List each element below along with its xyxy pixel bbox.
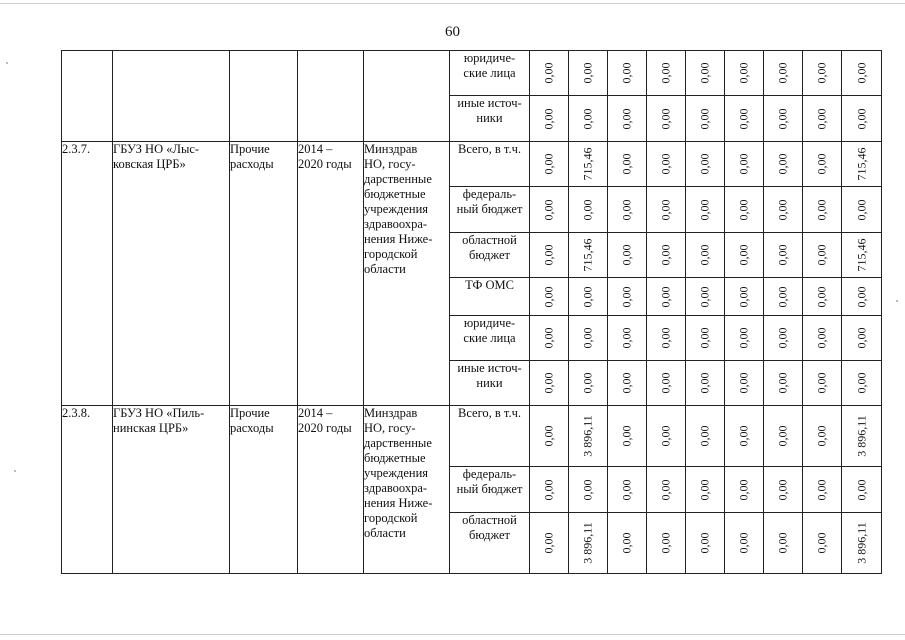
amount-value: 0,00 [541,286,556,307]
amount-cell [764,187,803,233]
amount-value: 0,00 [697,425,712,447]
amount-cell [686,233,725,278]
amount-cell [686,187,725,233]
amount-value: 0,00 [658,372,673,394]
funding-source-cell: Всего, в т.ч. [450,406,530,467]
amount-cell [725,233,764,278]
amount-cell [803,278,842,316]
amount-value: 0,00 [619,327,634,349]
amount-value: 0,00 [814,372,829,394]
amount-value: 0,00 [775,327,790,349]
amount-value: 715,46 [580,147,595,181]
amount-cell [842,513,882,574]
amount-cell [842,361,882,406]
amount-value: 0,00 [854,479,868,500]
code-cell [62,51,113,142]
scan-speck [6,62,8,64]
amount-value: 0,00 [580,108,595,129]
amount-value: 0,00 [658,479,673,500]
amount-cell [530,187,569,233]
amount-cell [530,361,569,406]
amount-cell [569,316,608,361]
amount-value: 0,00 [619,372,634,394]
amount-cell [686,513,725,574]
amount-value: 0,00 [697,327,712,349]
amount-cell [686,467,725,513]
amount-value: 0,00 [541,425,556,447]
amount-cell [725,278,764,316]
amount-cell [764,467,803,513]
period-cell: 2014 – 2020 годы [298,406,364,574]
amount-value: 0,00 [814,108,829,129]
amount-cell [647,142,686,187]
amount-cell [647,96,686,142]
budget-table [61,50,882,574]
amount-cell [647,513,686,574]
amount-cell [530,406,569,467]
amount-cell [569,513,608,574]
amount-value: 0,00 [697,153,712,175]
amount-cell [530,142,569,187]
code-cell: 2.3.7. [62,142,113,406]
institution-name-cell: ГБУЗ НО «Лыс- ковская ЦРБ» [113,142,230,406]
amount-value: 0,00 [854,199,868,220]
amount-cell [725,467,764,513]
amount-cell [764,233,803,278]
funding-source-cell: юридиче- ские лица [450,316,530,361]
amount-cell [842,278,882,316]
amount-cell [608,96,647,142]
amount-cell [725,316,764,361]
amount-value: 3 896,11 [854,415,868,457]
amount-cell [803,316,842,361]
table-row [62,406,882,467]
amount-value: 715,46 [854,147,868,181]
amount-cell [647,51,686,96]
funding-source-cell: иные источ- ники [450,361,530,406]
amount-cell [842,187,882,233]
amount-cell [608,406,647,467]
amount-value: 0,00 [736,199,751,220]
amount-value: 0,00 [658,532,673,554]
page-number: 60 [445,24,460,40]
amount-value: 0,00 [814,153,829,175]
amount-cell [530,316,569,361]
amount-value: 0,00 [736,425,751,447]
amount-cell [530,467,569,513]
responsible-cell: Минздрав НО, госу- дарственные бюджетные учреждения здравоохра- нения Ниже- городской области [364,142,450,406]
amount-cell [686,316,725,361]
amount-value: 0,00 [619,532,634,554]
amount-cell [686,51,725,96]
amount-value: 0,00 [619,199,634,220]
amount-value: 0,00 [775,108,790,129]
scan-edge-top [0,3,905,4]
amount-value: 0,00 [697,286,712,307]
amount-cell [725,96,764,142]
amount-value: 0,00 [658,199,673,220]
amount-value: 0,00 [541,153,556,175]
amount-cell [647,316,686,361]
amount-cell [764,513,803,574]
amount-value: 0,00 [814,286,829,307]
amount-value: 0,00 [854,372,868,394]
funding-source-cell: федераль- ный бюджет [450,467,530,513]
amount-cell [803,406,842,467]
amount-value: 0,00 [775,62,790,84]
scan-edge-bottom [0,634,905,635]
amount-value: 0,00 [580,199,595,220]
amount-cell [608,316,647,361]
amount-value: 0,00 [854,108,868,129]
institution-name-cell: ГБУЗ НО «Пиль- нинская ЦРБ» [113,406,230,574]
amount-cell [530,51,569,96]
amount-cell [686,361,725,406]
amount-value: 0,00 [658,153,673,175]
amount-cell [764,406,803,467]
amount-cell [569,96,608,142]
amount-cell [686,96,725,142]
amount-cell [569,406,608,467]
amount-value: 0,00 [580,286,595,307]
amount-value: 0,00 [814,425,829,447]
amount-value: 0,00 [814,327,829,349]
amount-cell [569,278,608,316]
amount-value: 0,00 [736,532,751,554]
amount-cell [686,278,725,316]
amount-cell [842,406,882,467]
amount-value: 0,00 [541,327,556,349]
amount-cell [725,51,764,96]
funding-source-cell: областной бюджет [450,233,530,278]
amount-value: 0,00 [697,62,712,84]
amount-cell [764,142,803,187]
amount-cell [842,233,882,278]
amount-value: 0,00 [814,244,829,266]
amount-value: 0,00 [854,327,868,349]
amount-cell [647,467,686,513]
amount-value: 3 896,11 [854,522,868,564]
amount-value: 0,00 [619,153,634,175]
amount-value: 715,46 [854,238,868,272]
amount-cell [842,96,882,142]
funding-source-cell: областной бюджет [450,513,530,574]
amount-value: 0,00 [541,244,556,266]
amount-value: 0,00 [580,62,595,84]
amount-value: 0,00 [814,62,829,84]
amount-cell [803,96,842,142]
amount-value: 0,00 [775,244,790,266]
amount-value: 0,00 [619,286,634,307]
scan-speck [14,470,16,472]
amount-cell [803,361,842,406]
institution-name-cell [113,51,230,142]
amount-value: 0,00 [775,153,790,175]
amount-value: 0,00 [775,372,790,394]
amount-value: 0,00 [541,62,556,84]
amount-cell [803,467,842,513]
funding-source-cell: юридиче- ские лица [450,51,530,96]
amount-value: 0,00 [736,327,751,349]
amount-value: 0,00 [658,108,673,129]
table-row [62,142,882,187]
expense-type-cell [230,51,298,142]
amount-cell [764,278,803,316]
period-cell [298,51,364,142]
amount-cell [569,233,608,278]
amount-value: 0,00 [541,199,556,220]
amount-cell [647,406,686,467]
amount-value: 0,00 [619,425,634,447]
funding-source-cell: иные источ- ники [450,96,530,142]
amount-cell [647,361,686,406]
amount-cell [530,96,569,142]
amount-value: 0,00 [658,286,673,307]
amount-cell [725,142,764,187]
amount-cell [764,316,803,361]
amount-cell [764,96,803,142]
table-row [62,51,882,96]
amount-value: 0,00 [541,108,556,129]
code-cell: 2.3.8. [62,406,113,574]
amount-cell [530,513,569,574]
amount-cell [686,142,725,187]
amount-value: 0,00 [775,532,790,554]
amount-value: 0,00 [854,286,868,307]
amount-cell [647,278,686,316]
responsible-cell [364,51,450,142]
amount-cell [842,51,882,96]
amount-cell [725,513,764,574]
amount-cell [569,361,608,406]
amount-value: 0,00 [619,62,634,84]
amount-cell [725,187,764,233]
amount-value: 0,00 [541,372,556,394]
amount-value: 0,00 [541,479,556,500]
amount-value: 0,00 [775,425,790,447]
amount-cell [842,142,882,187]
amount-value: 0,00 [541,532,556,554]
amount-cell [842,467,882,513]
amount-cell [803,233,842,278]
funding-source-cell: ТФ ОМС [450,278,530,316]
amount-value: 0,00 [775,286,790,307]
amount-cell [569,51,608,96]
amount-value: 3 896,11 [580,522,595,564]
responsible-cell: Минздрав НО, госу- дарственные бюджетные учреждения здравоохра- нения Ниже- городской области [364,406,450,574]
amount-cell [608,233,647,278]
amount-value: 0,00 [814,199,829,220]
amount-cell [764,51,803,96]
scan-speck [896,300,898,302]
expense-type-cell: Прочие расходы [230,142,298,406]
funding-source-cell: федераль- ный бюджет [450,187,530,233]
expense-type-cell: Прочие расходы [230,406,298,574]
amount-cell [608,278,647,316]
amount-value: 0,00 [736,244,751,266]
amount-value: 0,00 [736,372,751,394]
amount-value: 0,00 [580,327,595,349]
amount-cell [608,361,647,406]
amount-cell [608,467,647,513]
amount-value: 0,00 [658,244,673,266]
amount-value: 0,00 [697,108,712,129]
amount-cell [725,361,764,406]
amount-cell [647,233,686,278]
amount-value: 0,00 [580,479,595,500]
amount-value: 0,00 [697,199,712,220]
amount-value: 0,00 [775,479,790,500]
amount-cell [530,233,569,278]
amount-value: 0,00 [619,479,634,500]
funding-source-cell: Всего, в т.ч. [450,142,530,187]
amount-cell [803,142,842,187]
amount-cell [764,361,803,406]
amount-cell [686,406,725,467]
amount-value: 0,00 [697,244,712,266]
amount-cell [647,187,686,233]
amount-value: 0,00 [658,425,673,447]
amount-value: 0,00 [619,244,634,266]
amount-value: 0,00 [580,372,595,394]
period-cell: 2014 – 2020 годы [298,142,364,406]
amount-value: 0,00 [736,479,751,500]
amount-value: 0,00 [697,372,712,394]
amount-value: 0,00 [736,286,751,307]
amount-cell [608,187,647,233]
amount-value: 0,00 [736,153,751,175]
amount-value: 0,00 [854,62,868,84]
amount-cell [725,406,764,467]
amount-value: 3 896,11 [580,415,595,457]
amount-value: 0,00 [814,479,829,500]
amount-value: 715,46 [580,238,595,272]
amount-cell [569,467,608,513]
amount-cell [608,51,647,96]
amount-cell [569,142,608,187]
amount-cell [803,187,842,233]
amount-value: 0,00 [658,327,673,349]
amount-value: 0,00 [736,108,751,129]
amount-cell [608,513,647,574]
amount-cell [803,513,842,574]
amount-value: 0,00 [658,62,673,84]
amount-cell [530,278,569,316]
amount-value: 0,00 [697,479,712,500]
amount-value: 0,00 [619,108,634,129]
amount-value: 0,00 [775,199,790,220]
amount-cell [842,316,882,361]
amount-value: 0,00 [697,532,712,554]
amount-value: 0,00 [814,532,829,554]
amount-cell [569,187,608,233]
amount-cell [608,142,647,187]
amount-cell [803,51,842,96]
amount-value: 0,00 [736,62,751,84]
